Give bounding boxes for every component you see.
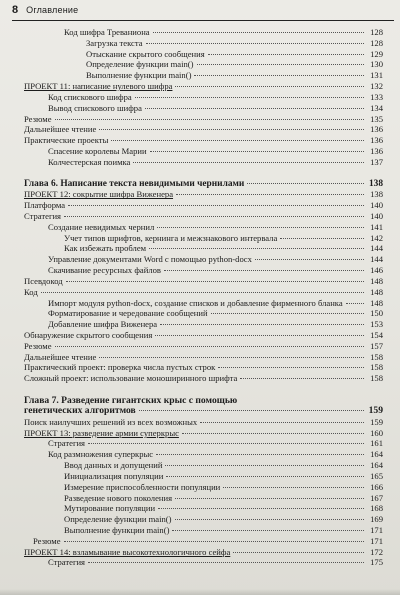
toc-entry: Управление документами Word с помощью python-docx 144 [48,254,383,265]
page-edge-shadow [0,589,400,595]
toc-entry: Добавление шифра Виженера 153 [48,319,383,330]
toc-entry: Резюме 171 [33,535,383,546]
toc-entry: ПРОЕКТ 12: сокрытие шифра Виженера 138 [24,189,383,200]
toc-entry: Форматирование и чередование сообщений 150 [48,308,383,319]
toc-entry: ПРОЕКТ 13: разведение армии суперкрыс 160 [24,427,383,438]
toc-entry: Выполнение функции main() 131 [86,70,383,81]
toc-entry: Выполнение функции main() 171 [64,524,383,535]
toc-entry: Учет типов шрифтов, кернинга и межзнакового интервала 142 [64,232,383,243]
toc-entry: Определение функции main() 169 [64,514,383,525]
toc-entry: Инициализация популяции 165 [64,470,383,481]
chapter-heading: Глава 6. Написание текста невидимыми чернилами 138 [24,178,383,189]
chapter-heading-line-1: Глава 7. Разведение гигантских крыс с помощью [24,395,238,406]
toc-entry: Обнаружение скрытого сообщения 154 [24,329,383,340]
toc-entry: Скачивание ресурсных файлов 146 [48,265,383,276]
toc-entry: Резюме 157 [24,340,383,351]
toc-entry: Ввод данных и допущений 164 [64,460,383,471]
toc-entry: ПРОЕКТ 14: взламывание высокотехнологичного сейфа 172 [24,546,383,557]
toc-entry: Дальнейшее чтение 136 [24,124,383,135]
toc-entry: Дальнейшее чтение 158 [24,351,383,362]
table-of-contents [24,27,383,568]
toc-entry: Стратегия 175 [48,557,383,568]
toc-entry: Мутирование популяции 168 [64,503,383,514]
toc-entry: Загрузка текста 128 [86,37,383,48]
toc-entry: Сложный проект: использование моноширинного шрифта 158 [24,373,383,384]
toc-entry: Импорт модуля python-docx, создание списков и добавление фирменного бланка 148 [48,297,383,308]
toc-entry: Платформа 140 [24,200,383,211]
toc-entry: Код 148 [24,286,383,297]
toc-entry: Стратегия 140 [24,211,383,221]
toc-entry: Разведение нового поколения 167 [64,492,383,503]
page-number: 8 [12,4,19,16]
chapter-heading-line-2: генетических алгоритмов 159 [24,405,383,416]
toc-entry: Спасение королевы Марии 136 [48,145,383,156]
toc-entry: Как избежать проблем 144 [64,243,383,254]
toc-entry: Практический проект: проверка числа пустых строк 158 [24,362,383,373]
running-title: Оглавление [26,5,79,15]
toc-entry: Стратегия 161 [48,438,383,449]
toc-entry: Код спискового шифра 133 [48,91,383,102]
toc-entry: Создание невидимых чернил 141 [48,221,383,232]
toc-entry: Псевдокод 148 [24,275,383,286]
toc-entry: Колчестерская поимка 137 [48,156,383,167]
toc-entry: Определение функции main() 130 [86,59,383,70]
toc-entry: Резюме 135 [24,113,383,124]
toc-entry: Практические проекты 136 [24,135,383,146]
toc-entry: Измерение приспособленности популяции 166 [64,481,383,492]
toc-entry: Вывод спискового шифра 134 [48,102,383,113]
toc-entry: Поиск наилучших решений из всех возможных 159 [24,416,383,427]
toc-entry: Код шифра Треваниона 128 [64,27,383,37]
running-header [12,4,394,21]
toc-entry: ПРОЕКТ 11: написание нулевого шифра 132 [24,81,383,92]
toc-entry: Код размножения суперкрыс 164 [48,449,383,460]
toc-entry: Отыскание скрытого сообщения 129 [86,48,383,59]
